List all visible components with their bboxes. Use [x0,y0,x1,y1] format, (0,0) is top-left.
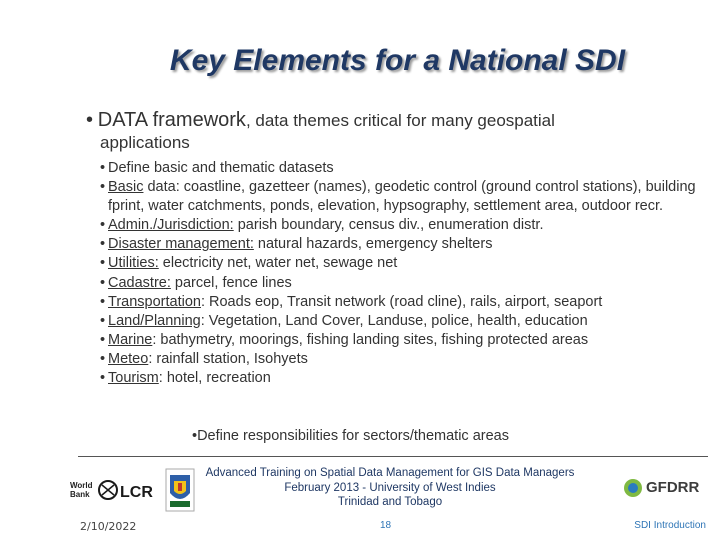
lead-strong: DATA framework [97,109,246,131]
footer-divider [78,456,708,457]
svg-text:Bank: Bank [70,490,90,499]
list-item: • Admin./Jurisdiction: parish boundary, census div., enumeration distr. [100,217,544,234]
responsibilities-note: •Define responsibilities for sectors/thematic areas [192,428,509,444]
world-bank-lcr-logo [70,478,156,502]
list-item: • Disaster management: natural hazards, emergency shelters [100,236,493,253]
list-item: • Utilities: electricity net, water net, sewage net [100,255,398,272]
list-item: • Cadastre: parcel, fence lines [100,274,292,291]
footer-section-label: SDI Introduction [634,520,706,531]
lead-bullet [86,108,706,153]
gfdrr-logo [622,476,710,502]
lead-rest: , data themes critical for many geospatial [245,111,555,130]
svg-text:World: World [70,481,93,490]
lead-line2: applications [100,133,190,152]
lead-bullet-mark: • [86,109,94,131]
page-number: 18 [380,520,392,531]
slide-title: Key Elements for a National SDI [169,44,626,77]
list-item: • Land/Planning: Vegetation, Land Cover, Landuse, police, health, education [100,312,588,329]
list-item: • Marine: bathymetry, moorings, fishing landing sites, fishing protected areas [100,331,589,348]
list-item: • Transportation: Roads eop, Transit network (road cline), rails, airport, seaport [100,293,603,310]
list-item: • Define basic and thematic datasets [100,160,334,176]
svg-text:LCR: LCR [120,484,153,501]
list-item: • Tourism: hotel, recreation [100,370,271,387]
list-item: • Basic data: coastline, gazetteer (names), geodetic control (ground control stations), building fprint, water catchments, ponds, elevation, hypsography, settlement area, outdoor recr. [100,179,696,215]
svg-text:GFDRR: GFDRR [646,479,700,496]
list-item: • Meteo: rainfall station, Isohyets [100,350,308,367]
footer-event-info: Advanced Training on Spatial Data Management for GIS Data Managers February 2013 - University of West Indies Trinidad and Tobago [205,467,575,508]
slide-date: 2/10/2022 [80,520,137,533]
data-theme-list [100,159,710,388]
